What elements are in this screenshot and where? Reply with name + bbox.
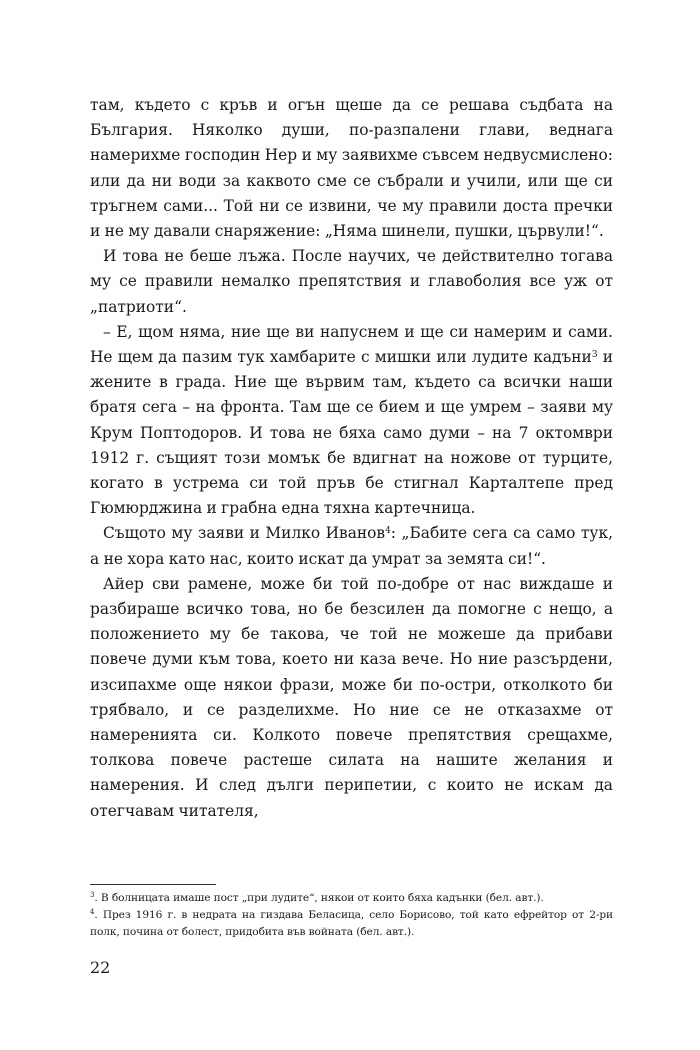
footnote-divider — [90, 884, 216, 885]
paragraph-5: Айер сви рамене, може би той по-добре от нас виждаше и разбираше всичко това, но бе безсилен да помогне с нещо, а положението му бе такова, че той не можеше да прибави повече думи към това, което ни каза вече. Но ние разсърдени, изсипахме още някои фрази, може би по-остри, отколкото би трябвало, и се разделихме. Но ние се не отказахме от намеренията си. Колкото повече препятствия срещахме, толкова повече растеше силата на нашите желания и намерения. И след дълги перипетии, с които не искам да отегчавам читателя, — [90, 574, 613, 820]
main-text — [90, 93, 613, 824]
footnotes — [90, 890, 613, 941]
footnote-ref-3: 3 — [591, 350, 598, 361]
page-number: 22 — [90, 958, 111, 977]
footnote-3: $^3$. В болницата имаше пост „при лудите“, някои от които бяха кадънки (бел. авт.). — [90, 891, 544, 904]
paragraph-4: Същото му заяви и Милко Иванов$^4$: „Бабите сега са само тук, а не хора като нас, които искат да умрат за земята си!“. — [90, 524, 613, 568]
paragraph-1: там, където с кръв и огън щеше да се решава съдбата на България. Няколко души, по-разпалени глави, веднага намерихме господин Нер и му заявихме съвсем недвусмислено: или да ни води за каквото сме се събрали и учили, или ще си тръгнем сами... Той ни се извини, че му правили доста пречки и не му давали снаряжение: „Няма шинели, пушки, цървули!“. — [90, 96, 613, 241]
footnote-ref-4: 4 — [385, 526, 391, 537]
footnote-4: $^4$. През 1916 г. в недрата на гиздава Беласица, село Борисово, той като ефрейтор от 2-ри полк, почина от болест, придобита във войната (бел. авт.). — [90, 908, 613, 938]
paragraph-2: И това не беше лъжа. После научих, че действително тогава му се правили немалко препятствия и главоболия все уж от „патриоти“. — [90, 247, 613, 316]
paragraph-3: – Е, щом няма, ние ще ви напуснем и ще си намерим и сами. Не щем да пазим тук хамбарите с мишки или лудите кадъни$^3$ и жените в града. Ние ще вървим там, където са всички наши братя сега – на фронта. Там ще се бием и ще умрем – заяви му Крум Поптодоров. И това не бяха само думи – на 7 октомври 1912 г. същият този момък бе вдигнат на ножове от турците, когато в устрема си той пръв бе стигнал Карталтепе пред Гюмюрджина и грабна една тяхна картечница. — [90, 322, 613, 518]
